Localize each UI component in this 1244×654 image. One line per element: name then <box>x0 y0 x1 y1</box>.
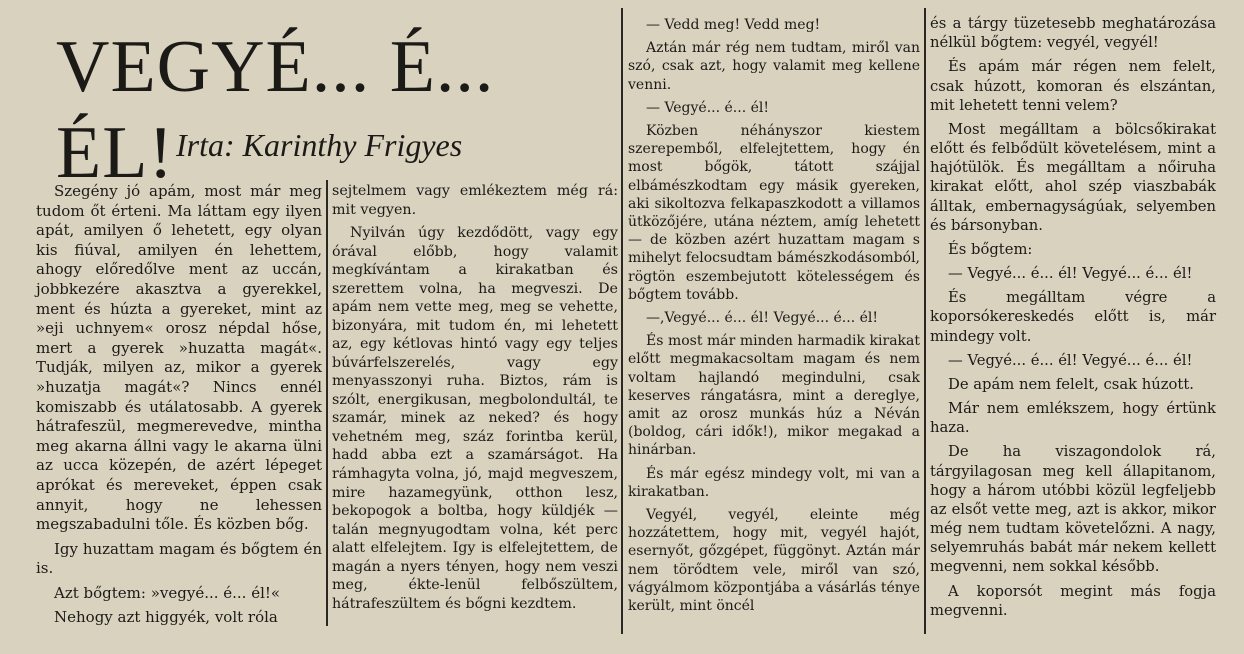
paragraph: — Vegyé... é... él! Vegyé... é... él! <box>948 351 1193 369</box>
column-divider <box>924 8 926 634</box>
paragraph: Aztán már rég nem tudtam, miről van szó, csak azt, hogy valamit meg kellene venni. <box>628 40 920 93</box>
paragraph: És apám már régen nem felelt, csak húzott, komoran és elszántan, mit lehetett tenni velem? <box>930 58 1216 114</box>
paragraph: —,Vegyé... é... él! Vegyé... é... él! <box>646 310 878 327</box>
paragraph: Nyilván úgy kezdődött, vagy egy órával előbb, hogy valamit megkívántam a kirakatban és szerettem volna, ha megveszi. De apám nem vette meg, meg se vehette, bizonyára, mit tudom én, mi lehetett az, egy kétlovas hintó vagy egy teljes búvárfelszerelés, vagy egy menyasszonyi ruha. Biztos, rám is szólt, energikusan, megbolondultál, te szamár, minek az neked? és hogy vehetném meg, száz forintba kerül, hadd abba ezt a szamárságot. Ha rámhagyta volna, jó, majd megveszem, mire hazamegyünk, otthon lesz, bekopogok a boltba, hogy küldjék — talán megnyugodtam volna, két perc alatt elfelejtem. Igy is elfelejtettem, de magán a nyers tényen, hogy nem veszi meg, ékte-lenül felbőszültem, hátrafeszültem és bőgni kezdtem. <box>332 225 618 612</box>
column-divider <box>326 180 328 626</box>
paragraph: sejtelmem vagy emlékeztem még rá: mit vegyen. <box>332 183 618 218</box>
paragraph: És bőgtem: <box>948 240 1033 258</box>
paragraph: Szegény jó apám, most már meg tudom őt érteni. Ma láttam egy ilyen apát, amilyen ő lehetett, egy olyan kis fiúval, amilyen én lehettem, ahogy előredőlve ment az uccán, jobbkezére akasztva a gyerekkel, ment és húzta a gyereket, mint az »eji uchnyem« orosz népdal hőse, mert a gyerek »huzatta magát«. Tudják, milyen az, mikor a gyerek »huzatja magát«? Nincs ennél komiszabb és utálatosabb. A gyerek hátrafeszül, megmerevedve, mintha meg akarna állni vagy le akarna ülni az ucca közepén, de azért lépeget aprókat és mereveket, éppen csak annyit, hogy ne lehessen megszabadulni tőle. És közben bőg. <box>36 182 322 534</box>
paragraph: Igy huzattam magam és bőgtem én is. <box>36 539 322 578</box>
paragraph: Most megálltam a bölcsőkirakat előtt és felbődült követelésem, mint a hajótülök. És megálltam a nőiruha kirakat előtt, ahol szép viaszbabák álltak, embernagyságúak, selyemben és bársonyban. <box>930 120 1216 234</box>
text-column-4 <box>930 14 1216 625</box>
paragraph: És megálltam végre a koporsókereskedés előtt is, már mindegy volt. <box>930 289 1216 345</box>
article-title: VEGYÉ... É... ÉL! <box>56 26 495 194</box>
paragraph: De ha viszagondolok rá, tárgyilagosan meg kell állapitanom, hogy a három utóbbi közül legfeljebb az elsőt vette meg, azt is akkor, mikor még nem tudtam követelőzni. A nagy, selyemruhás babát már nekem kellett megvenni, nem sokkal később. <box>930 443 1216 576</box>
paragraph: Azt bőgtem: »vegyé... é... él!« <box>54 583 281 602</box>
text-column-3 <box>628 16 920 620</box>
paragraph: Nehogy azt higgyék, volt róla <box>54 608 278 627</box>
article-byline: Irta: Karinthy Frigyes <box>176 127 463 163</box>
paragraph: De apám nem felelt, csak húzott. <box>948 375 1194 393</box>
text-column-2 <box>332 182 618 618</box>
paragraph: — Vegyé... é... él! <box>646 99 769 116</box>
paragraph: Közben néhányszor kiestem szerepemből, elfelejtettem, hogy én most bőgök, tátott szájjal elbámészkodtam egy másik gyereken, aki sikoltozva felkapaszkodott a villamos ütközőjére, utána néztem, amíg lehetett — de közben azért huzattam magam s mihelyt felocsudtam bámészkodásomból, rögtön eszembejutott kötelességem és bőgtem tovább. <box>628 123 920 303</box>
text-column-1 <box>36 182 322 633</box>
paragraph: A koporsót megint más fogja megvenni. <box>930 582 1216 619</box>
paragraph: — Vedd meg! Vedd meg! <box>646 17 821 33</box>
column-divider <box>621 8 623 634</box>
paragraph: Vegyél, vegyél, eleinte még hozzátettem, hogy mit, vegyél hajót, esernyőt, gőzgépet, függönyt. Aztán már nem törődtem vele, miről van szó, vágyálmom központjába a vásárlás ténye került, mint öncél <box>628 507 920 615</box>
paragraph: Már nem emlékszem, hogy értünk haza. <box>930 400 1216 437</box>
paragraph: és a tárgy tüzetesebb meghatározása nélkül bőgtem: vegyél, vegyél! <box>930 15 1216 52</box>
paragraph: És most már minden harmadik kirakat előtt megmakacsoltam magam és nem voltam hajlandó megindulni, csak keserves rángatásra, mint a dereglye, amit az orosz munkás húz a Néván (boldog, cári idők!), mikor megakad a hinárban. <box>628 333 920 459</box>
paragraph: És már egész mindegy volt, mi van a kirakatban. <box>628 465 920 500</box>
paragraph: — Vegyé... é... él! Vegyé... é... él! <box>948 265 1193 283</box>
